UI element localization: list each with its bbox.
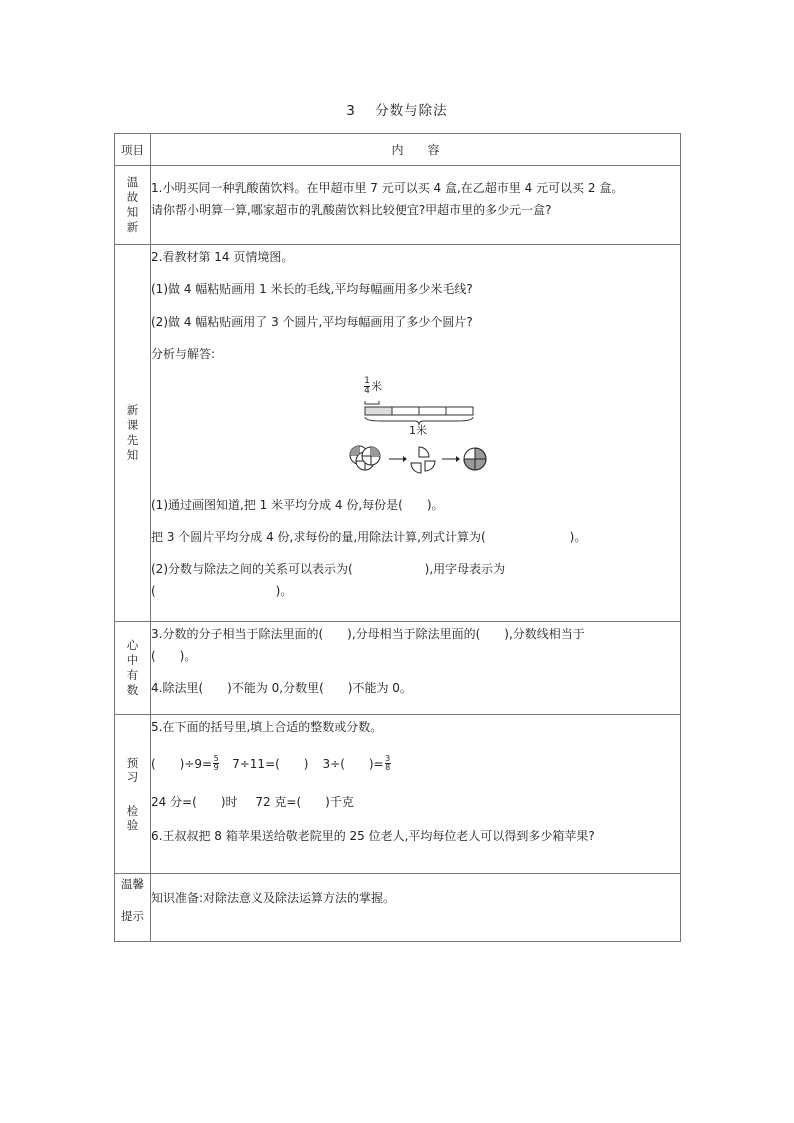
row-preview-check [115,715,681,874]
row-review [115,166,681,245]
result-circle [464,448,486,470]
q1-line2: 请你帮小明算一算,哪家超市的乳酸菌饮料比较便宜?甲超市里的多少元一盒? [151,203,552,217]
row-tip [115,874,681,942]
circles-group [350,446,380,470]
row-key-points-label [115,622,151,715]
q2-answer4: ( )。 [151,584,293,598]
eq1-num: 5 [213,754,219,763]
title-number: 3 [346,103,356,119]
label-char: 新 [126,403,139,417]
header-content-cell [151,134,681,166]
q3-line1: 3.分数的分子相当于除法里面的( ),分母相当于除法里面的( ),分数线相当于 [151,627,585,641]
frac-num: 1 [364,376,370,386]
q4-line: 4.除法里( )不能为 0,分数里( )不能为 0。 [151,681,412,695]
eq1-den: 9 [213,763,219,772]
row-preview-check-content [151,715,681,874]
frac-unit: 米 [371,379,382,393]
row-new-lesson-label [115,245,151,622]
q1-line1: 1.小明买同一种乳酸菌饮料。在甲超市里 7 元可以买 4 盒,在乙超市里 4 元可以买 2 盒。 [151,181,624,195]
conv2-text: 72 克=( )千克 [255,795,354,809]
title-text: 分数与除法 [375,103,448,119]
eq1-text: ( )÷9= [151,756,213,771]
row-new-lesson-content [151,245,681,622]
frac-den: 4 [364,386,370,396]
quarter-pieces [411,447,435,473]
page-title [0,99,794,119]
label-char: 数 [126,683,139,697]
q2-answer2: 把 3 个圆片平均分成 4 份,求每份的量,用除法计算,列式计算为( )。 [151,530,587,544]
tip-text: 知识准备:对除法意义及除法运算方法的掌握。 [151,891,396,905]
rope-segment-shaded [365,407,392,415]
label-char: 温 [126,175,139,189]
q3-line2: ( )。 [151,649,197,663]
q2-answer1: (1)通过画图知道,把 1 米平均分成 4 份,每份是( )。 [151,498,444,512]
label-char: 知 [126,205,139,219]
row-review-label [115,166,151,245]
row-key-points [115,622,681,715]
label-char: 验 [126,818,139,832]
q5-conversions [151,794,680,810]
worksheet-table [114,133,681,942]
label-char: 课 [126,418,139,432]
eq3-text: 3÷( )= [322,756,384,771]
total-length-label: 1米 [409,424,427,437]
header-label: 项目 [121,142,144,157]
row-key-points-content [151,622,681,715]
q2-answer3: (2)分数与除法之间的关系可以表示为( ),用字母表示为 [151,562,506,576]
fraction-diagram [341,377,501,477]
eq3-num: 3 [385,754,391,763]
conv1-text: 24 分=( )时 [151,795,238,809]
row-preview-check-label [115,715,151,874]
label-char: 先 [126,433,139,447]
label-char: 故 [126,190,139,204]
label-char: 中 [126,653,139,667]
row-review-content [151,166,681,245]
eq3-den: 8 [385,763,391,772]
header-label-cell [115,134,151,166]
segment-brace [365,401,379,404]
label-char: 预 [126,756,139,770]
label-char: 有 [126,668,139,682]
header-content: 内 容 [391,143,440,157]
q2-analysis: 分析与解答: [151,347,216,361]
label-char: 提示 [121,909,144,923]
q2-part1: (1)做 4 幅粘贴画用 1 米长的毛线,平均每幅画用多少米毛线? [151,282,473,296]
eq1-fraction [213,755,219,772]
label-char: 习 [126,770,139,784]
eq3-fraction [385,755,391,772]
row-tip-label [115,874,151,942]
label-char: 心 [126,638,139,652]
label-char: 知 [126,448,139,462]
header-row [115,134,681,166]
q5-equations [151,755,680,772]
q2-intro: 2.看教材第 14 页情境图。 [151,250,294,264]
label-char: 检 [126,804,139,818]
q2-part2: (2)做 4 幅粘贴画用了 3 个圆片,平均每幅画用了多少个圆片? [151,315,473,329]
label-char: 温馨 [121,877,144,891]
label-char: 新 [126,220,139,234]
row-new-lesson [115,245,681,622]
row-tip-content [151,874,681,942]
eq2-text: 7÷11=( ) [232,756,309,771]
q6-line: 6.王叔叔把 8 箱苹果送给敬老院里的 25 位老人,平均每位老人可以得到多少箱苹果? [151,829,595,843]
q5-intro: 5.在下面的括号里,填上合适的整数或分数。 [151,720,383,734]
